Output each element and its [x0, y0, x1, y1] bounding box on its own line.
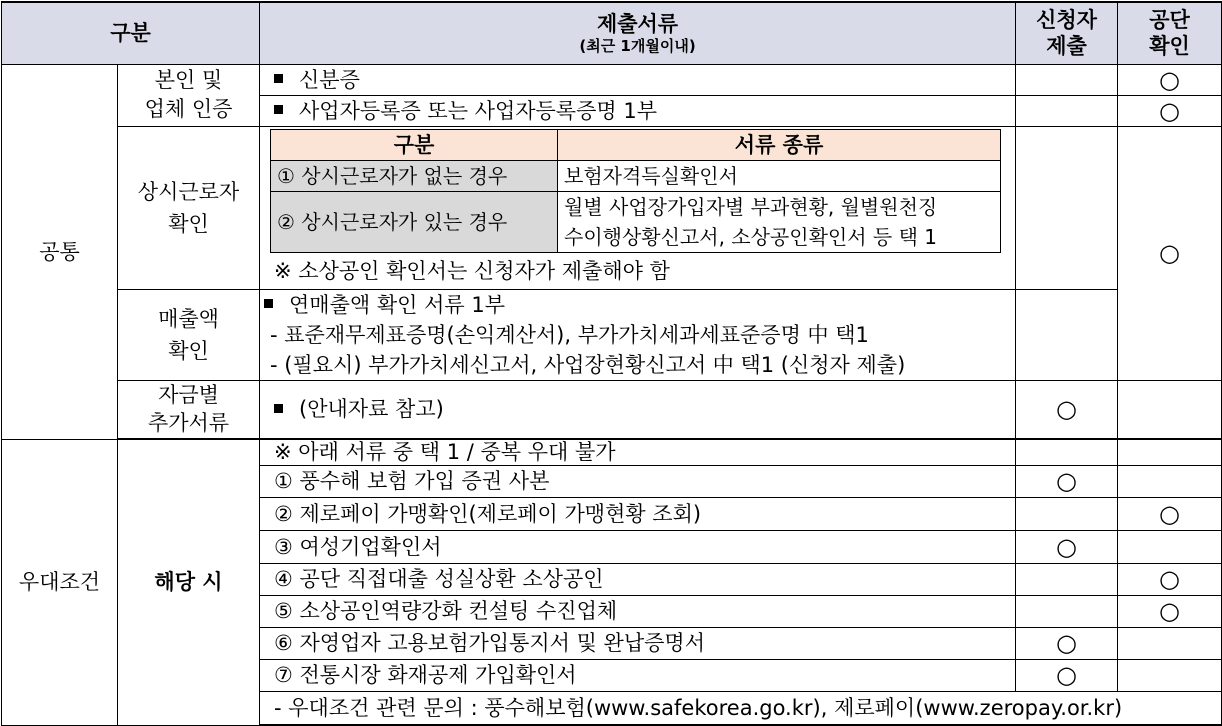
identity-item-1-text: 신분증: [299, 67, 360, 92]
header-category: 구분: [2, 2, 260, 64]
funds-label: [118, 380, 260, 438]
sales-docs-line1-text: 연매출액 확인 서류 1부: [289, 292, 505, 317]
bullet-square-icon: [274, 404, 283, 413]
worker-label-line2: 확인: [168, 211, 209, 236]
table-row: [2, 380, 1222, 438]
bullet-square-icon: [274, 105, 283, 114]
subtable-docs-2: [558, 191, 1001, 252]
table-row: [2, 64, 1222, 95]
preferential-item-4-applicant: [1016, 563, 1118, 595]
subtable-header-doctype: 서류 종류: [558, 129, 1001, 160]
circle-mark-icon: ○: [1016, 659, 1118, 691]
worker-applicant: [1016, 126, 1118, 289]
subtable-docs-2-line2: 수이행상황신고서, 소상공인확인서 등 택 1: [564, 224, 937, 249]
identity-item-2-applicant: [1016, 95, 1118, 126]
header-agency-line1: 공단: [1149, 8, 1190, 33]
circle-mark-icon: ○: [1016, 465, 1118, 497]
preferential-item-4: ④ 공단 직접대출 성실상환 소상공인: [260, 563, 1016, 595]
circle-mark-icon: ○: [1118, 563, 1222, 595]
preferential-item-2: ② 제로페이 가맹확인(제로페이 가맹현황 조회): [260, 497, 1016, 530]
sales-applicant: [1016, 289, 1118, 380]
sales-docs: [260, 289, 1016, 380]
header-documents-title: 제출서류: [596, 12, 679, 37]
preferential-item-6-agency: [1118, 627, 1222, 659]
identity-label: [118, 64, 260, 126]
circle-mark-icon: ○: [1118, 497, 1222, 530]
identity-item-1-applicant: [1016, 64, 1118, 95]
preferential-item-1: ① 풍수해 보험 가입 증권 사본: [260, 465, 1016, 497]
table-header-row: [2, 2, 1222, 64]
preferential-item-7: ⑦ 전통시장 화재공제 가입확인서: [260, 659, 1016, 691]
preferential-group-label: 우대조건: [2, 439, 118, 725]
worker-label: [118, 126, 260, 289]
table-row: [2, 289, 1222, 380]
required-documents-table: [1, 1, 1222, 726]
preferential-footer: - 우대조건 관련 문의 : 풍수해보험(www.safekorea.go.kr), 제로페이(www.zeropay.or.kr): [260, 691, 1222, 725]
preferential-item-7-agency: [1118, 659, 1222, 691]
worker-label-line1: 상시근로자: [137, 179, 240, 204]
header-applicant-line2: 제출: [1046, 34, 1087, 59]
worker-docs-cell: [260, 126, 1016, 289]
preferential-note: ※ 아래 서류 중 택 1 / 중복 우대 불가: [260, 439, 1016, 465]
sales-label-line2: 확인: [168, 338, 209, 363]
header-documents-subtitle: (최근 1개월이내): [579, 37, 696, 56]
preferential-item-3: ③ 여성기업확인서: [260, 530, 1016, 563]
funds-label-line2: 추가서류: [147, 411, 230, 435]
sales-docs-line3: - (필요시) 부가가치세신고서, 사업장현황신고서 中 택1 (신청자 제출): [270, 352, 906, 377]
circle-mark-icon: ○: [1118, 64, 1222, 95]
subtable-row: [271, 191, 1001, 252]
preferential-item-6: ⑥ 자영업자 고용보험가입통지서 및 완납증명서: [260, 627, 1016, 659]
sales-label-line1: 매출액: [158, 306, 219, 331]
header-agency-line2: 확인: [1149, 34, 1190, 59]
subtable-header: [271, 129, 1001, 160]
common-group-label: 공통: [2, 64, 118, 439]
circle-mark-icon: ○: [1016, 380, 1118, 438]
preferential-item-3-agency: [1118, 530, 1222, 563]
subtable-docs-2-line1: 월별 사업장가입자별 부과현황, 월별원천징: [564, 194, 938, 219]
funds-docs-text: (안내자료 참고): [299, 397, 444, 421]
preferential-note-agency: [1118, 439, 1222, 465]
preferential-item-2-applicant: [1016, 497, 1118, 530]
identity-label-line2: 업체 인증: [144, 97, 233, 121]
sales-docs-line1: [260, 290, 1015, 320]
sales-label: [118, 289, 260, 380]
header-applicant-line1: 신청자: [1036, 8, 1097, 33]
preferential-item-1-agency: [1118, 465, 1222, 497]
circle-mark-icon: ○: [1016, 627, 1118, 659]
identity-item-2: [260, 95, 1016, 126]
subtable-row: [271, 160, 1001, 191]
identity-item-1: [260, 64, 1016, 95]
identity-item-2-text: 사업자등록증 또는 사업자등록증명 1부: [299, 98, 657, 123]
subtable-header-category: 구분: [271, 129, 558, 160]
funds-docs: [260, 380, 1016, 438]
circle-mark-icon: ○: [1118, 95, 1222, 126]
preferential-item-5: ⑤ 소상공인역량강화 컨설팅 수진업체: [260, 595, 1016, 627]
sales-docs-line2: - 표준재무제표증명(손익계산서), 부가가치세과세표준증명 中 택1: [270, 322, 869, 347]
subtable-case-1: ① 상시근로자가 없는 경우: [271, 160, 558, 191]
subtable-case-2: ② 상시근로자가 있는 경우: [271, 191, 558, 252]
preferential-sub-label: 해당 시: [118, 439, 260, 725]
preferential-note-applicant: [1016, 439, 1118, 465]
table-row: [2, 126, 1222, 289]
funds-agency: [1118, 380, 1222, 438]
worker-docs-subtable: [270, 129, 1001, 253]
circle-mark-icon: ○: [1016, 530, 1118, 563]
funds-label-line1: 자금별: [158, 383, 219, 407]
table-row: [2, 439, 1222, 465]
circle-mark-icon: ○: [1118, 595, 1222, 627]
identity-label-line1: 본인 및: [154, 68, 223, 92]
circle-mark-icon: ○: [1118, 126, 1222, 380]
header-documents: [260, 2, 1016, 64]
header-applicant-submit: [1016, 2, 1118, 64]
worker-note: ※ 소상공인 확인서는 신청자가 제출해야 함: [274, 258, 670, 283]
header-agency-check: [1118, 2, 1222, 64]
bullet-square-icon: [274, 74, 283, 83]
bullet-square-icon: [264, 299, 273, 308]
preferential-item-5-applicant: [1016, 595, 1118, 627]
subtable-docs-1: 보험자격득실확인서: [558, 160, 1001, 191]
